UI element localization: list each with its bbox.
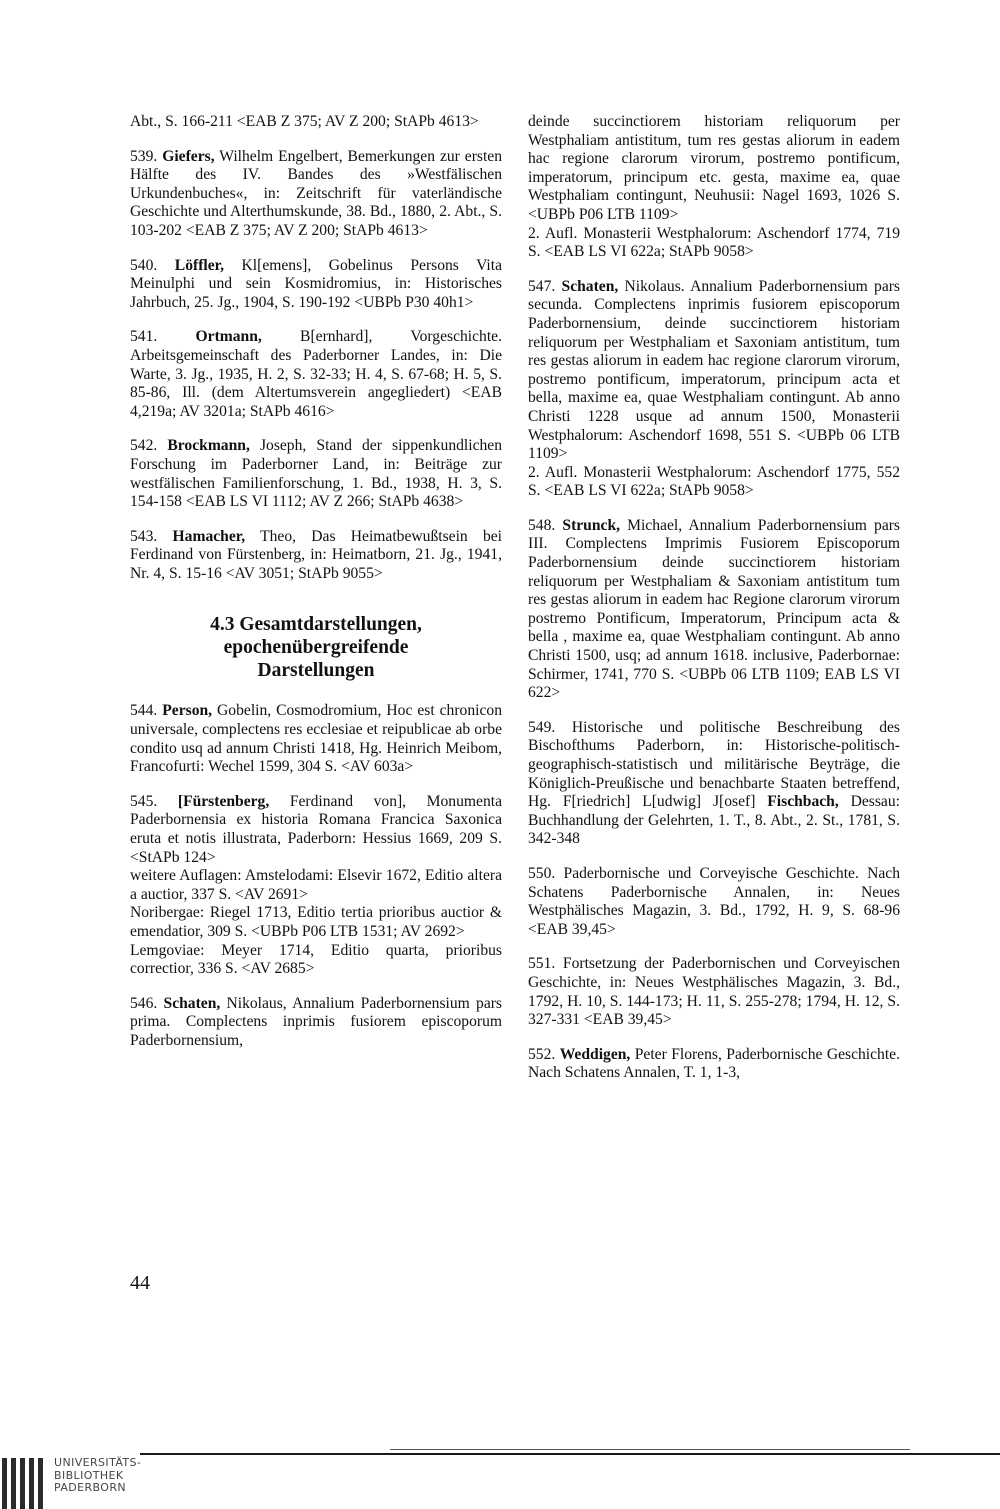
entry-text: Ferdinand von], Monumenta Paderbornensia ex historia Romana Francica Saxonica eruta et notis illustrata, Paderborn: Hessius 1669, 209 S. <StAPb 124> [130,792,503,866]
entry-text: Peter Florens, Paderbornische Geschichte. Nach Schatens Annalen, T. 1, 1-3, [528,1045,900,1082]
entry-sub-edition: Noribergae: Riegel 1713, Editio tertia prioribus auctior & emendatior, 309 S. <UBPb P06 LTB 1531; AV 2692> [130,904,502,940]
entry-number: 546. [130,994,164,1012]
entry-number: 550. [528,864,564,882]
right-column [528,113,900,1099]
entry-author: Giefers, [162,147,215,165]
entry-number: 541. [130,328,196,346]
entry-number: 548. [528,516,563,534]
entry-author: Person, [162,702,213,720]
entry-text: deinde succinctiorem historiam reliquorum per Westphaliam antistitum, tum res gestas aliorum in eadem hac regione clarorum virorum, postremo pontificum, imperatorum, principum etc. gesta, maxime ea, quae Westphaliam contingunt, Neuhusii: Nagel 1693, 1026 S. <UBPb P06 LTB 1109> [528,113,900,223]
entry-author: Weddigen, [559,1045,631,1063]
entry-text: Michael, Annalium Paderbornensium pars III. Complectens Imprimis Fusiorem Episcoporum Paderbornensium deinde succinctiorem historiam reliquorum per Westphaliam & Saxoniam antistitum tum res gestas aliorum in eadem hac Regione clarorum virorum postremo Pontificum, Imperatorum, Principum acta & bella , maxime ea, quae Westphaliam contingunt. Ab anno Christi 1500, usq; ad annum 1618. inclusive, Paderbornae: Schirmer, 1741, 770 S. <UBPb 06 LTB 1109; EAB LS VI 622> [528,516,901,702]
entry-sub-edition: 2. Aufl. Monasterii Westphalorum: Aschendorf 1774, 719 S. <EAB LS VI 622a; StAPb 9058> [528,224,900,261]
entry-547 [528,278,900,501]
entry-text: Nikolaus, Annalium Paderbornensium pars prima. Complectens inprimis fusiorem episcoporum Paderbornensium, [130,994,502,1049]
entry-text: Abt., S. 166-211 <EAB Z 375; AV Z 200; StAPb 4613> [130,113,479,130]
entry-539 [130,148,502,241]
entry-546 [130,995,502,1051]
entry-sub-edition: Lemgoviae: Meyer 1714, Editio quarta, prioribus correctior, 336 S. <AV 2685> [130,941,502,978]
logo-line: PADERBORN [54,1481,127,1494]
entry-text: B[ernhard], Vorgeschichte. Arbeitsgemeinschaft des Paderborner Landes, in: Die Warte, 3. Jg., 1935, H. 2, S. 32-33; H. 4, S. 67-68; H. 5, S. 85-86, Ill. (dem Altertumsverein angegliedert) <EAB 4,219a; AV 3201a; StAPb 4616> [130,328,502,420]
entry-text: Fortsetzung der Paderbornischen und Corveyischen Geschichte, in: Neues Westphälisches Magazin, 3. Bd., 1792, H. 10, S. 144-173; H. 11, S. 255-278; 1794, H. 12, S. 327-331 <EAB 39,45> [528,955,901,1029]
entry-549 [528,719,900,849]
logo-line: BIBLIOTHEK [54,1468,124,1482]
section-heading-line: epochenübergreifende [223,637,409,659]
entry-text: Paderbornische und Corveyische Geschichte. Nach Schatens Paderbornische Annalen, in: Neues Westphälisches Magazin, 3. Bd., 1792, H. 9, S. 68-96 <EAB 39,45> [528,864,901,938]
footer-rule-thin [390,1449,910,1450]
entry-548 [528,517,900,703]
entry-text: Kl[emens], Gobelinus Persons Vita Meinulphi und sein Kosmidromius, in: Historisches Jahrbuch, 25. Jg., 1904, S. 190-192 <UBPb P30 40h1> [130,256,503,311]
library-logo-text [54,1457,141,1495]
entry-sub-edition: weitere Auflagen: Amstelodami: Elsevir 1672, Editio altera a auctior, 337 S. <AV 2691> [130,867,502,903]
library-logo-icon [0,1458,50,1509]
entry-551 [528,955,900,1029]
entry-text: Nikolaus. Annalium Paderbornensium pars secunda. Complectens inprimis fusiorem episcoporum Paderbornensium, deinde succinctiorem historiam reliquorum per Westphaliam et Saxoniam antistitum, tum res gestas aliorum in eadem hac regione clarorum virorum, postremo pontificum, imperatorum, principum acta et bella, maxime ea, quae Westphaliam contingunt. Ab anno Christi 1228 usque ad annum 1500, Monasterii Westphalorum: Aschendorf 1698, 551 S. <UBPb 06 LTB 1109> [528,277,900,463]
entry-546-continuation [528,113,900,262]
entry-author: Hamacher, [172,527,246,545]
section-heading [130,613,502,682]
entry-author: Fürstenberg, [183,792,270,810]
entry-text: Dessau: Buchhandlung der Gelehrten, 1. T., 8. Abt., 2. St., 1781, S. 342-348 [528,793,900,848]
entry-number: 540. [130,256,175,274]
entry-number: 545. [130,792,178,810]
library-logo [0,1448,200,1509]
entry-552 [528,1046,900,1083]
entry-number: 542. [130,437,168,455]
entry-number: 543. [130,527,173,545]
entry-sub-edition: 2. Aufl. Monasterii Westphalorum: Aschendorf 1775, 552 S. <EAB LS VI 622a; StAPb 9058> [528,463,900,500]
entry-544 [130,702,502,776]
page-number: 44 [130,1272,150,1294]
entry-number: 547. [528,277,562,295]
entry-543 [130,528,502,584]
entry-author: Löffler, [174,256,225,274]
entry-text: Historische und politische Beschreibung des Bischofthums Paderborn, in: Historische-politisch-geographisch-statistisch und militärische Beyträge, die Königlich-Preußische und benachbarte Staaten betreffend, Hg. F[riedrich] L[udwig] J[osef] [528,718,901,811]
entry-author: Schaten, [163,994,221,1012]
entry-author: Strunck, [562,516,621,534]
entry-number: 544. [130,702,163,720]
entry-text: Gobelin, Cosmodromium, Hoc est chronicon universale, complectens res ecclesiae et reipublicae ab orbe condito usq ad annum Christi 1418, Hg. Heinrich Meibom, Francofurti: Wechel 1599, 304 S. <AV 603a> [130,702,502,776]
entry-542 [130,437,502,511]
entry-author: Fischbach, [767,793,839,811]
entry-bracket: [ [177,792,184,810]
entry-number: 552. [528,1045,560,1063]
section-heading-line: Darstellungen [257,660,375,682]
entry-545 [130,793,502,979]
entry-author: Brockmann, [167,437,250,455]
entry-540 [130,257,502,313]
entry-number: 549. [528,718,572,736]
footer-rule [140,1453,1000,1455]
entry-author: Ortmann, [195,328,262,346]
left-column [130,113,502,1067]
entry-538-continuation [130,113,502,132]
entry-author: Schaten, [561,277,619,295]
entry-550 [528,865,900,939]
entry-text: Wilhelm Engelbert, Bemerkungen zur ersten Hälfte des IV. Bandes des »Westfälischen Urkundenbuches«, in: Zeitschrift für vaterländische Geschichte und Alterthumskunde, 38. Bd., 1880, 2. Abt., S. 103-202 <EAB Z 375; AV Z 200; StAPb 4613> [130,147,503,239]
section-heading-line: 4.3 Gesamtdarstellungen, [210,614,422,636]
entry-number: 539. [130,147,163,165]
logo-line: UNIVERSITÄTS- [54,1456,142,1469]
entry-text: Theo, Das Heimatbewußtsein bei Ferdinand von Fürstenberg, in: Heimatborn, 21. Jg., 1941, Nr. 4, S. 15-16 <AV 3051; StAPb 9055> [130,527,502,582]
entry-number: 551. [528,955,563,973]
entry-541 [130,328,502,421]
entry-text: Joseph, Stand der sippenkundlichen Forschung im Paderborner Land, in: Beiträge zur westfälischen Familienforschung, 1. Bd., 1938, H. 3, S. 154-158 <EAB LS VI 1112; AV Z 266; StAPb 4638> [130,437,503,511]
